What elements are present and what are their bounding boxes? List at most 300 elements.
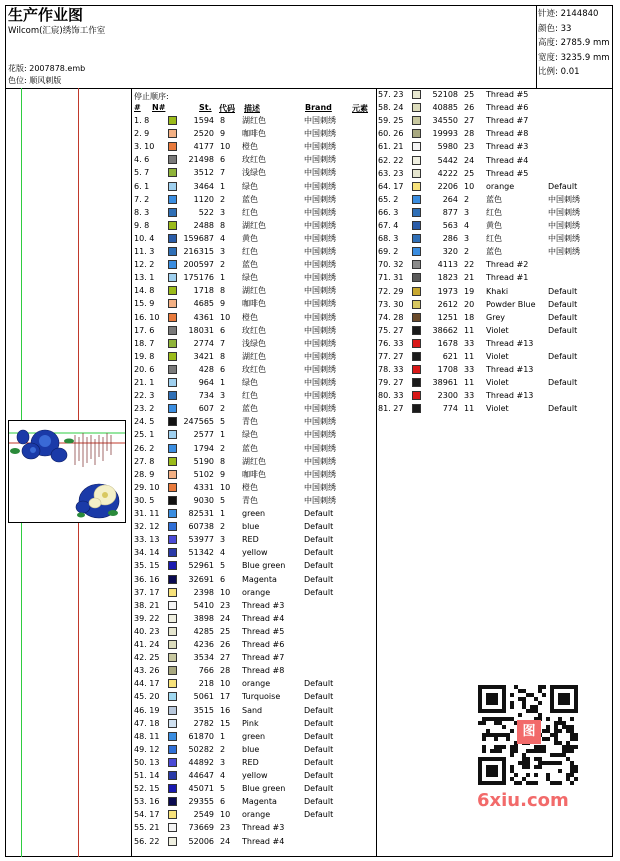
color-swatch — [168, 627, 177, 636]
row-code: 2 — [220, 443, 226, 453]
table-row — [134, 664, 374, 677]
table-row — [378, 311, 618, 324]
row-index: 16. 10 — [134, 312, 160, 322]
row-stitches: 1708 — [437, 365, 458, 375]
row-stitches: 2520 — [193, 129, 214, 139]
row-stitches: 218 — [198, 679, 214, 689]
row-code: 3 — [220, 207, 226, 217]
row-index: 57. 23 — [378, 90, 404, 99]
color-swatch — [168, 260, 177, 269]
table-row — [378, 337, 618, 350]
row-code: 4 — [220, 771, 226, 780]
row-stitches: 40885 — [432, 103, 458, 113]
row-stitches: 29355 — [188, 797, 214, 807]
row-stitches: 44647 — [188, 771, 214, 780]
row-brand: 中国刺绣 — [304, 351, 336, 361]
row-index: 47. 18 — [134, 718, 160, 728]
row-index: 35. 15 — [134, 561, 160, 571]
table-row — [378, 180, 618, 193]
color-swatch — [168, 771, 177, 780]
color-swatch — [168, 444, 177, 453]
color-swatch — [168, 378, 177, 387]
table-row — [134, 311, 374, 324]
row-brand: 中国刺绣 — [304, 233, 336, 243]
row-brand: Default — [304, 810, 334, 820]
row-stitches: 286 — [442, 234, 458, 244]
color-swatch — [412, 287, 421, 296]
row-index: 31. 11 — [134, 509, 160, 518]
row-code: 28 — [220, 666, 231, 676]
row-code: 15 — [220, 718, 231, 728]
color-swatch — [168, 129, 177, 138]
color-swatch — [168, 417, 177, 426]
row-desc: 红色 — [242, 391, 258, 401]
row-code: 6 — [220, 364, 226, 374]
row-desc: 橙色 — [242, 312, 258, 322]
row-desc: 蓝色 — [486, 194, 502, 204]
color-swatch — [168, 758, 177, 767]
row-desc: orange — [242, 587, 271, 597]
color-swatch — [168, 483, 177, 492]
row-desc: 浅绿色 — [242, 168, 266, 178]
row-code: 8 — [220, 220, 226, 230]
color-swatch — [412, 129, 421, 138]
row-stitches: 5410 — [193, 600, 214, 610]
table-row — [134, 193, 374, 206]
row-brand: Default — [548, 312, 578, 322]
row-brand: Default — [304, 587, 334, 597]
row-code: 1 — [220, 509, 226, 518]
row-stitches: 320 — [442, 247, 458, 257]
row-desc: green — [242, 509, 266, 518]
table-row — [378, 350, 618, 363]
row-desc: Thread #5 — [486, 168, 529, 178]
row-brand: Default — [548, 325, 578, 335]
color-swatch — [168, 561, 177, 570]
watermark-logo: 6xiu.com — [477, 790, 569, 811]
embroidery-preview-graphic — [9, 421, 125, 522]
row-brand: Default — [304, 561, 334, 571]
row-brand: 中国刺绣 — [304, 247, 336, 256]
stats-divider — [536, 5, 537, 88]
row-code: 10 — [220, 810, 231, 820]
row-index: 17. 6 — [134, 325, 155, 335]
row-code: 2 — [220, 260, 226, 270]
table-row — [378, 389, 618, 402]
row-code: 2 — [220, 194, 226, 204]
row-stitches: 45071 — [188, 784, 214, 794]
row-code: 3 — [220, 247, 226, 256]
row-stitches: 766 — [198, 666, 214, 676]
table-row — [378, 402, 618, 415]
color-swatch — [412, 195, 421, 204]
table-row — [134, 546, 374, 559]
row-index: 29. 10 — [134, 482, 160, 492]
row-brand: Default — [304, 705, 334, 715]
row-code: 2 — [464, 194, 470, 204]
row-stitches: 216315 — [183, 247, 214, 256]
row-index: 9. 8 — [134, 220, 150, 230]
row-desc: 蓝色 — [486, 247, 502, 257]
row-desc: 蓝色 — [242, 260, 258, 270]
row-stitches: 82531 — [188, 509, 214, 518]
row-index: 54. 17 — [134, 810, 160, 820]
row-brand: 中国刺绣 — [304, 338, 336, 348]
row-stitches: 1823 — [437, 273, 458, 283]
row-code: 9 — [220, 129, 226, 139]
color-swatch — [168, 719, 177, 728]
color-swatch — [412, 142, 421, 151]
row-index: 64. 17 — [378, 181, 404, 191]
row-index: 37. 17 — [134, 587, 160, 597]
row-brand: 中国刺绣 — [304, 404, 336, 414]
table-row — [378, 298, 618, 311]
row-index: 80. 33 — [378, 391, 404, 401]
row-code: 9 — [220, 299, 226, 309]
row-stitches: 5442 — [437, 155, 458, 165]
row-desc: 青色 — [242, 417, 258, 427]
row-index: 11. 3 — [134, 247, 155, 256]
row-brand: Default — [304, 757, 334, 767]
row-desc: Thread #2 — [486, 260, 529, 270]
color-swatch — [412, 182, 421, 191]
row-brand: 中国刺绣 — [548, 221, 580, 230]
row-code: 33 — [464, 338, 475, 348]
color-swatch — [168, 784, 177, 793]
row-stitches: 5190 — [193, 456, 214, 466]
color-swatch — [168, 810, 177, 819]
row-desc: RED — [242, 757, 259, 767]
table-row — [378, 376, 618, 389]
color-swatch — [412, 247, 421, 256]
row-code: 25 — [464, 90, 475, 99]
row-stitches: 734 — [198, 391, 214, 401]
table-row — [134, 258, 374, 271]
color-swatch — [168, 365, 177, 374]
row-index: 15. 9 — [134, 299, 155, 309]
row-desc: Thread #3 — [242, 600, 285, 610]
table-row — [134, 337, 374, 350]
table-row — [378, 258, 618, 271]
color-swatch — [168, 601, 177, 610]
row-index: 36. 16 — [134, 574, 160, 584]
table-row — [134, 153, 374, 166]
row-index: 21. 1 — [134, 378, 155, 387]
color-swatch — [412, 339, 421, 348]
row-brand: 中国刺绣 — [304, 378, 336, 387]
row-desc: 绿色 — [242, 273, 258, 283]
col-header-brand: Brand — [305, 103, 332, 112]
row-index: 69. 2 — [378, 247, 399, 257]
row-code: 7 — [220, 168, 226, 178]
color-swatch — [168, 142, 177, 151]
row-stitches: 4285 — [193, 626, 214, 636]
row-code: 25 — [464, 168, 475, 178]
row-stitches: 3464 — [193, 181, 214, 191]
row-index: 12. 2 — [134, 260, 155, 270]
color-label: 色位: — [8, 76, 27, 85]
row-index: 79. 27 — [378, 378, 404, 388]
table-row — [378, 114, 618, 127]
row-index: 72. 29 — [378, 286, 404, 296]
row-index: 7. 2 — [134, 194, 150, 204]
table-row — [378, 285, 618, 298]
color-info — [8, 75, 61, 86]
row-desc: 咖啡色 — [242, 469, 266, 479]
row-index: 28. 9 — [134, 469, 155, 479]
row-index: 27. 8 — [134, 456, 155, 466]
row-desc: 湖红色 — [242, 116, 266, 125]
row-index: 74. 28 — [378, 312, 404, 322]
table-row — [134, 442, 374, 455]
row-index: 3. 10 — [134, 142, 155, 152]
row-stitches: 1718 — [193, 286, 214, 296]
color-swatch — [412, 326, 421, 335]
row-desc: 咖啡色 — [242, 299, 266, 309]
row-stitches: 4236 — [193, 640, 214, 649]
color-swatch — [168, 430, 177, 439]
table-row — [134, 494, 374, 507]
row-index: 44. 17 — [134, 679, 160, 689]
table-row — [134, 835, 374, 848]
color-swatch — [168, 706, 177, 715]
row-brand: 中国刺绣 — [304, 456, 336, 466]
row-desc: Thread #8 — [486, 129, 529, 139]
row-index: 58. 24 — [378, 103, 404, 113]
row-index: 24. 5 — [134, 417, 155, 427]
row-index: 70. 32 — [378, 260, 404, 270]
row-stitches: 1794 — [193, 443, 214, 453]
row-desc: 黄色 — [486, 221, 502, 230]
table-row — [134, 428, 374, 441]
row-desc: Khaki — [486, 286, 509, 296]
row-stitches: 52006 — [188, 836, 214, 846]
stats-panel — [538, 7, 610, 80]
row-stitches: 2782 — [193, 718, 214, 728]
color-swatch — [168, 797, 177, 806]
color-swatch — [412, 352, 421, 361]
row-code: 8 — [220, 351, 226, 361]
row-index: 18. 7 — [134, 338, 155, 348]
color-swatch — [168, 509, 177, 518]
row-desc: RED — [242, 535, 259, 545]
color-swatch — [168, 823, 177, 832]
row-code: 27 — [220, 653, 231, 663]
row-stitches: 607 — [198, 404, 214, 414]
row-desc: Thread #4 — [242, 836, 285, 846]
row-code: 11 — [464, 325, 475, 335]
col-header-desc: 描述 — [244, 104, 260, 113]
table-row — [134, 402, 374, 415]
color-swatch — [168, 548, 177, 557]
row-index: 78. 33 — [378, 365, 404, 375]
row-code: 3 — [220, 757, 226, 767]
row-stitches: 2488 — [193, 220, 214, 230]
row-index: 5. 7 — [134, 168, 150, 178]
row-brand: 中国刺绣 — [304, 430, 336, 440]
row-stitches: 175176 — [183, 273, 214, 283]
table-row — [134, 769, 374, 782]
row-brand: 中国刺绣 — [548, 234, 580, 244]
row-desc: 红色 — [486, 234, 502, 244]
table-row — [134, 717, 374, 730]
row-index: 55. 21 — [134, 823, 160, 833]
row-desc: 青色 — [242, 495, 258, 505]
color-swatch — [412, 234, 421, 243]
row-stitches: 4113 — [437, 260, 458, 270]
row-stitches: 2774 — [193, 338, 214, 348]
color-swatch — [168, 155, 177, 164]
row-stitches: 964 — [198, 378, 214, 387]
row-desc: Thread #4 — [486, 155, 529, 165]
color-swatch — [168, 195, 177, 204]
stat-stitches: 针迹: 2144840 — [538, 9, 599, 19]
row-code: 10 — [220, 482, 231, 492]
row-brand: 中国刺绣 — [304, 443, 336, 453]
color-swatch — [412, 313, 421, 322]
row-stitches: 32691 — [188, 574, 214, 584]
row-stitches: 38961 — [432, 378, 458, 388]
row-brand: Default — [304, 784, 334, 794]
row-desc: 绿色 — [242, 430, 258, 440]
row-desc: 玫红色 — [242, 325, 266, 335]
row-desc: blue — [242, 522, 260, 532]
row-desc: Violet — [486, 404, 509, 414]
color-swatch — [168, 653, 177, 662]
color-swatch — [168, 234, 177, 243]
row-stitches: 1251 — [437, 312, 458, 322]
row-stitches: 4331 — [193, 482, 214, 492]
row-index: 61. 21 — [378, 142, 404, 152]
color-value: 顺风刺版 — [29, 76, 62, 85]
row-brand: 中国刺绣 — [304, 116, 336, 125]
color-swatch — [412, 260, 421, 269]
row-code: 10 — [220, 587, 231, 597]
color-swatch — [168, 575, 177, 584]
color-swatch — [412, 208, 421, 217]
table-row — [134, 625, 374, 638]
row-stitches: 200597 — [183, 260, 214, 270]
row-code: 33 — [464, 365, 475, 375]
row-code: 17 — [220, 692, 231, 702]
row-brand: 中国刺绣 — [304, 417, 336, 427]
row-code: 2 — [220, 522, 226, 532]
row-stitches: 2549 — [193, 810, 214, 820]
color-swatch — [168, 522, 177, 531]
row-stitches: 2300 — [437, 391, 458, 401]
color-swatch — [168, 352, 177, 361]
row-index: 71. 31 — [378, 273, 404, 283]
row-index: 68. 3 — [378, 234, 399, 244]
stop-order-label: 停止顺序: — [134, 92, 169, 101]
row-desc: 红色 — [242, 247, 258, 256]
row-index: 67. 4 — [378, 221, 399, 230]
row-index: 60. 26 — [378, 129, 404, 139]
row-code: 3 — [464, 234, 470, 244]
row-index: 63. 23 — [378, 168, 404, 178]
row-desc: 蓝色 — [242, 404, 258, 414]
row-brand: 中国刺绣 — [304, 260, 336, 270]
color-swatch — [168, 588, 177, 597]
row-brand: Default — [304, 718, 334, 728]
row-brand: Default — [304, 731, 334, 741]
row-stitches: 51342 — [188, 548, 214, 558]
row-stitches: 2612 — [437, 299, 458, 309]
col-header-code: 代码 — [219, 104, 235, 113]
color-swatch — [168, 614, 177, 623]
row-index: 81. 27 — [378, 404, 404, 414]
row-index: 66. 3 — [378, 207, 399, 217]
row-stitches: 1678 — [437, 338, 458, 348]
row-desc: Violet — [486, 325, 509, 335]
row-stitches: 60738 — [188, 522, 214, 532]
row-desc: Turquoise — [242, 692, 281, 702]
table-row — [134, 743, 374, 756]
row-code: 20 — [464, 299, 475, 309]
row-brand: 中国刺绣 — [304, 312, 336, 322]
table-row — [134, 730, 374, 743]
color-swatch — [168, 168, 177, 177]
row-stitches: 4685 — [193, 299, 214, 309]
row-code: 5 — [220, 495, 226, 505]
row-stitches: 877 — [442, 207, 458, 217]
row-desc: Thread #13 — [486, 338, 534, 348]
preview-divider — [131, 88, 132, 857]
col-header-n: N# — [152, 103, 166, 112]
row-code: 11 — [464, 378, 475, 388]
table-row — [134, 376, 374, 389]
row-code: 7 — [220, 338, 226, 348]
row-stitches: 522 — [198, 207, 214, 217]
row-desc: 绿色 — [242, 378, 258, 387]
row-desc: 湖红色 — [242, 351, 266, 361]
row-code: 11 — [464, 404, 475, 414]
row-desc: yellow — [242, 771, 268, 780]
row-index: 25. 1 — [134, 430, 155, 440]
color-swatch — [168, 326, 177, 335]
row-brand: 中国刺绣 — [304, 325, 336, 335]
row-brand: 中国刺绣 — [304, 155, 336, 165]
row-stitches: 53977 — [188, 535, 214, 545]
row-desc: Violet — [486, 352, 509, 361]
row-code: 4 — [220, 233, 226, 243]
row-stitches: 3898 — [193, 613, 214, 623]
row-brand: 中国刺绣 — [304, 181, 336, 191]
row-stitches: 428 — [198, 364, 214, 374]
table-row — [378, 88, 618, 101]
row-code: 10 — [220, 679, 231, 689]
row-desc: 玫红色 — [242, 364, 266, 374]
row-brand: Default — [304, 548, 334, 558]
color-swatch — [168, 837, 177, 846]
row-stitches: 3421 — [193, 351, 214, 361]
row-brand: 中国刺绣 — [304, 286, 336, 296]
row-code: 19 — [464, 286, 475, 296]
color-swatch — [168, 116, 177, 125]
row-stitches: 4222 — [437, 168, 458, 178]
row-index: 1. 8 — [134, 116, 150, 125]
row-desc: yellow — [242, 548, 268, 558]
row-index: 50. 13 — [134, 757, 160, 767]
row-code: 26 — [464, 103, 475, 113]
row-desc: 黄色 — [242, 233, 258, 243]
row-brand: 中国刺绣 — [304, 482, 336, 492]
color-swatch — [412, 365, 421, 374]
row-code: 10 — [464, 181, 475, 191]
row-desc: orange — [242, 679, 271, 689]
table-row — [134, 756, 374, 769]
row-desc: 玫红色 — [242, 155, 266, 165]
